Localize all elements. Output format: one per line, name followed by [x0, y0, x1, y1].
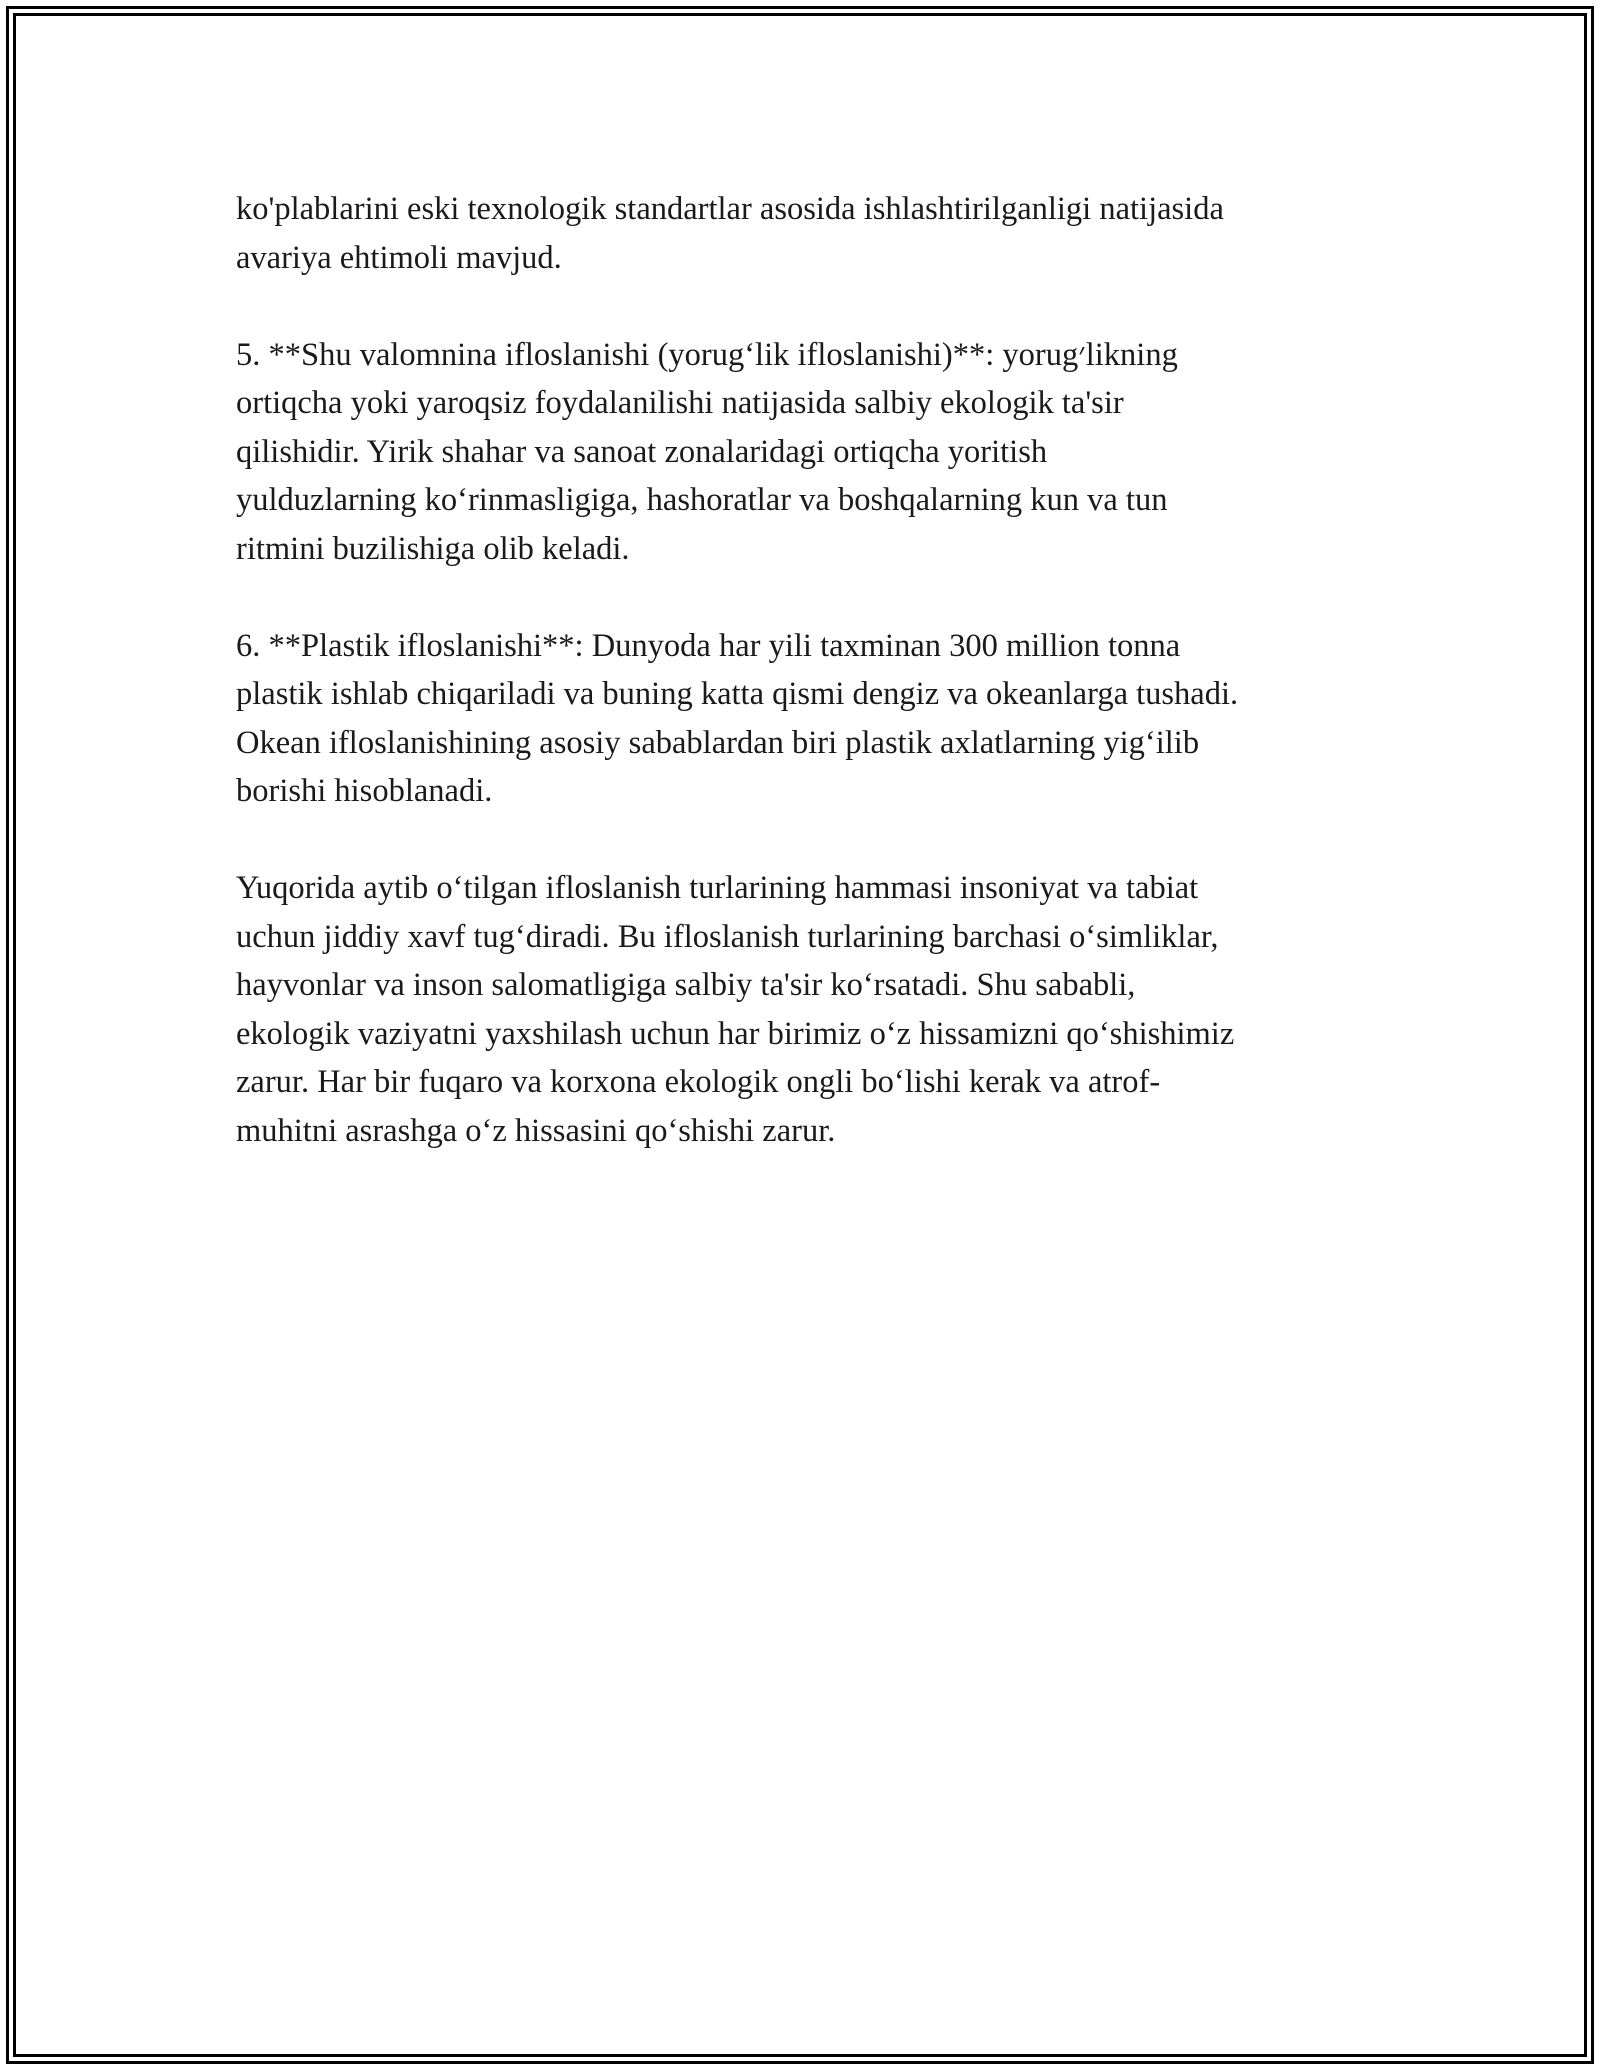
document-body: [236, 185, 1376, 1204]
paragraph-continuation: ko'plablarini eski texnologik standartlar asosida ishlashtirilganligi natijasida avariya ehtimoli mavjud.: [236, 191, 1224, 276]
paragraph-conclusion: Yuqorida aytib o‘tilgan ifloslanish turlarining hammasi insoniyat va tabiat uchun jiddiy xavf tug‘diradi. Bu ifloslanish turlarining barchasi o‘simliklar, hayvonlar va inson salomatligiga salbiy ta'sir ko‘rsatadi. Shu sababli, ekologik vaziyatni yaxshilash uchun har birimiz o‘z hissamizni qo‘shishimiz zarur. Har bir fuqaro va korxona ekologik ongli bo‘lishi kerak va atrof- muhitni asrashga o‘z hissasini qo‘shishi zarur.: [236, 870, 1235, 1149]
paragraph-light-pollution: 5. **Shu valomnina ifloslanishi (yorug‘lik ifloslanishi)**: yorug׳likning ortiqcha yoki yaroqsiz foydalanilishi natijasida salbiy ekologik ta'sir qilishidir. Yirik shahar va sanoat zonalaridagi ortiqcha yoritish yulduzlarning ko‘rinmasligiga, hashoratlar va boshqalarning kun va tun ritmini buzilishiga olib keladi.: [236, 336, 1178, 567]
paragraph-plastic-pollution: 6. **Plastik ifloslanishi**: Dunyoda har yili taxminan 300 million tonna plastik ishlab chiqariladi va buning katta qismi dengiz va okeanlarga tushadi. Okean ifloslanishining asosiy sabablardan biri plastik axlatlarning yig‘ilib borishi hisoblanadi.: [236, 627, 1239, 809]
